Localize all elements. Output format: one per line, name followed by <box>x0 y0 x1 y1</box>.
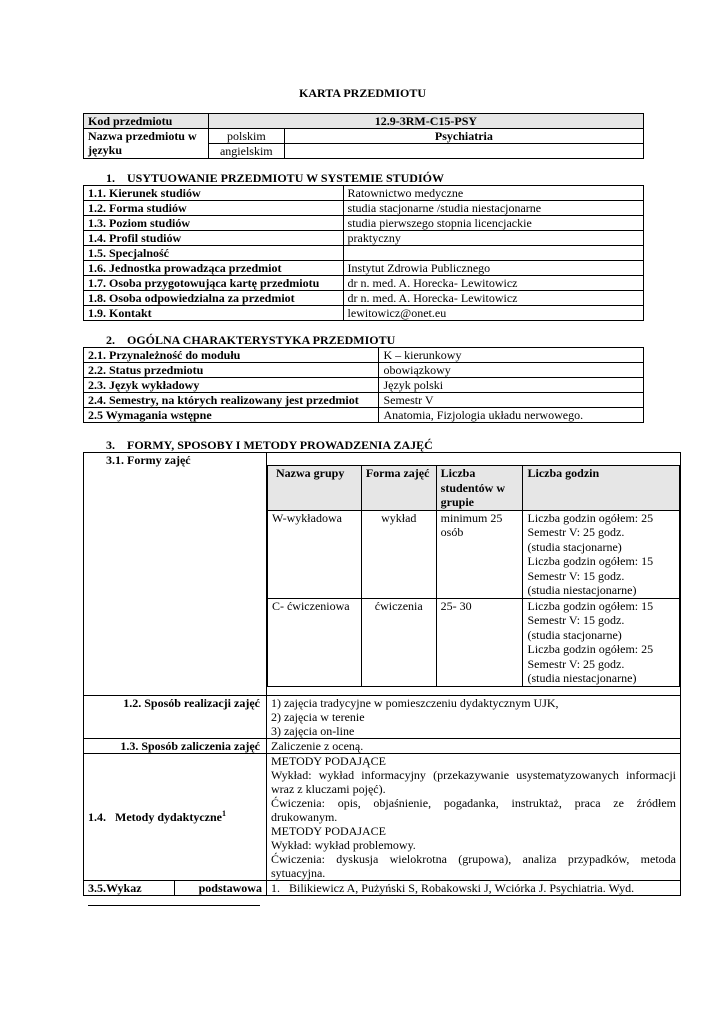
table-row <box>84 363 644 378</box>
row-value: obowiązkowy <box>379 363 644 378</box>
row-label: 1.5. Specjalność <box>84 246 344 261</box>
row-value: Ratownictwo medyczne <box>343 186 643 201</box>
metody-line: METODY PODAJĄCE <box>270 753 386 768</box>
section3-title: 3. FORMY, SPOSOBY I METODY PROWADZENIA ZAJĘĆ <box>106 438 433 452</box>
table-row <box>84 348 644 363</box>
row-value: Język polski <box>379 378 644 393</box>
metody-line: Ćwiczenia: opis, objaśnienie, pogadanka, instruktaż, praca ze źródłem drukowanym. <box>270 795 676 824</box>
metody-line: Wykład: wykład informacyjny (przekazywanie usystematyzowanych informacji wraz z kluczami pojęć). <box>270 767 676 796</box>
kod-value: 12.9-3RM-C15-PSY <box>208 114 643 129</box>
row-value: K – kierunkowy <box>379 348 644 363</box>
hours-line: (studia stacjonarne) <box>527 539 622 554</box>
row-label: 1.1. Kierunek studiów <box>84 186 344 201</box>
sposob-line: 2) zajęcia w terenie <box>270 709 365 724</box>
metody-line: METODY PODAJACE <box>270 823 386 838</box>
table-row <box>84 246 644 261</box>
metody-line: Wykład: wykład problemowy. <box>270 837 416 852</box>
metody-value <box>266 753 680 880</box>
sposob-label: 1.2. Sposób realizacji zajęć <box>84 695 267 738</box>
metody-line: Ćwiczenia: dyskusja wielokrotna (grupowa), analiza przypadków, metoda sytuacyjna. <box>270 851 676 880</box>
hours-cell <box>523 510 680 598</box>
row-label: 2.3. Język wykładowy <box>84 378 379 393</box>
hours-line: Semestr V: 15 godz. <box>527 568 625 583</box>
inner-header-hours: Liczba godzin <box>523 466 680 511</box>
table-row <box>84 216 644 231</box>
table-row <box>84 276 644 291</box>
table-row <box>84 231 644 246</box>
table-row <box>84 186 644 201</box>
table-row <box>267 598 679 686</box>
row-label: 1.6. Jednostka prowadząca przedmiot <box>84 261 344 276</box>
table-row <box>84 378 644 393</box>
table-row <box>84 306 644 321</box>
formy-inner-table <box>267 465 680 687</box>
row-value: studia stacjonarne /studia niestacjonarne <box>343 201 643 216</box>
section1-title: 1. USYTUOWANIE PRZEDMIOTU W SYSTEMIE STUDIÓW <box>106 171 444 185</box>
row-value: Instytut Zdrowia Publicznego <box>343 261 643 276</box>
kod-label: Kod przedmiotu <box>84 114 209 129</box>
formy-cell <box>266 453 680 696</box>
section2-table <box>83 347 644 423</box>
row-value: dr n. med. A. Horecka- Lewitowicz <box>343 276 643 291</box>
group-name: C- ćwiczeniowa <box>267 598 361 686</box>
wykaz-sub-label: podstawowa <box>175 880 267 895</box>
row-value <box>343 246 643 261</box>
metody-label-text: 1.4. Metody dydaktyczne <box>88 809 222 824</box>
form-name: ćwiczenia <box>361 598 436 686</box>
zaliczenie-value: Zaliczenie z oceną. <box>266 738 680 753</box>
row-label: 1.3. Poziom studiów <box>84 216 344 231</box>
document-title: KARTA PRZEDMIOTU <box>298 86 427 100</box>
row-label: 1.4. Profil studiów <box>84 231 344 246</box>
table-row <box>267 510 679 598</box>
row-label: 2.5 Wymagania wstępne <box>84 408 379 423</box>
hours-line: Liczba godzin ogółem: 25 <box>527 510 654 525</box>
group-name: W-wykładowa <box>267 510 361 598</box>
row-value: Anatomia, Fizjologia układu nerwowego. <box>379 408 644 423</box>
hours-line: Semestr V: 25 godz. <box>527 656 625 671</box>
inner-header-form <box>361 466 436 511</box>
inner-header-students: Liczba studentów w grupie <box>436 466 523 511</box>
row-value: lewitowicz@onet.eu <box>343 306 643 321</box>
row-value: dr n. med. A. Horecka- Lewitowicz <box>343 291 643 306</box>
hours-line: Liczba godzin ogółem: 15 <box>527 554 654 568</box>
polish-label: polskim <box>208 129 284 144</box>
form-name: wykład <box>361 510 436 598</box>
zaliczenie-label: 1.3. Sposób zaliczenia zajęć <box>84 738 267 753</box>
hours-cell <box>523 598 680 686</box>
footnote-marker: 1 <box>222 808 226 818</box>
wykaz-value: 1. Bilikiewicz A, Pużyński S, Robakowski J, Wciórka J. Psychiatria. Wyd. <box>266 880 680 895</box>
inner-header-group: Nazwa grupy <box>267 466 361 511</box>
section1-table <box>83 185 644 321</box>
header-table <box>83 113 644 159</box>
row-label: 2.1. Przynależność do modułu <box>84 348 379 363</box>
hours-line: (studia niestacjonarne) <box>527 671 637 685</box>
nazwa-label: Nazwa przedmiotu w języku <box>84 129 209 159</box>
sposob-line: 1) zajęcia tradycyjne w pomieszczeniu dydaktycznym UJK, <box>270 695 559 710</box>
sposob-value <box>266 695 680 738</box>
formy-label: 3.1. Formy zajęć <box>84 453 267 696</box>
hours-line: (studia stacjonarne) <box>527 627 622 642</box>
wykaz-label: 3.5.Wykaz <box>84 880 175 895</box>
row-label: 2.4. Semestry, na których realizowany jest przedmiot <box>84 393 379 408</box>
sposob-line: 3) zajęcia on-line <box>270 723 355 738</box>
metody-label <box>84 753 267 880</box>
table-row <box>84 408 644 423</box>
students-count: minimum 25 osób <box>436 510 523 598</box>
english-label: angielskim <box>208 144 284 159</box>
hours-line: Semestr V: 15 godz. <box>527 613 625 627</box>
row-value: praktyczny <box>343 231 643 246</box>
section3-table <box>83 452 681 896</box>
row-label: 1.8. Osoba odpowiedzialna za przedmiot <box>84 291 344 306</box>
hours-line: (studia niestacjonarne) <box>527 583 637 597</box>
hours-line: Semestr V: 25 godz. <box>527 525 625 539</box>
table-row <box>84 261 644 276</box>
section2-title: 2. OGÓLNA CHARAKTERYSTYKA PRZEDMIOTU <box>106 333 396 347</box>
hours-line: Liczba godzin ogółem: 25 <box>527 642 654 656</box>
footnote-separator <box>88 905 260 906</box>
row-label: 1.9. Kontakt <box>84 306 344 321</box>
polish-value: Psychiatria <box>284 129 643 144</box>
inner-header-form-text: Forma zajęć <box>365 466 430 480</box>
row-label: 1.2. Forma studiów <box>84 201 344 216</box>
hours-line: Liczba godzin ogółem: 15 <box>527 598 654 613</box>
english-value <box>284 144 643 159</box>
table-row <box>84 201 644 216</box>
row-label: 1.7. Osoba przygotowująca kartę przedmiotu <box>84 276 344 291</box>
row-value: Semestr V <box>379 393 644 408</box>
table-row <box>84 291 644 306</box>
students-count: 25- 30 <box>436 598 523 686</box>
table-row <box>84 393 644 408</box>
row-label: 2.2. Status przedmiotu <box>84 363 379 378</box>
row-value: studia pierwszego stopnia licencjackie <box>343 216 643 231</box>
